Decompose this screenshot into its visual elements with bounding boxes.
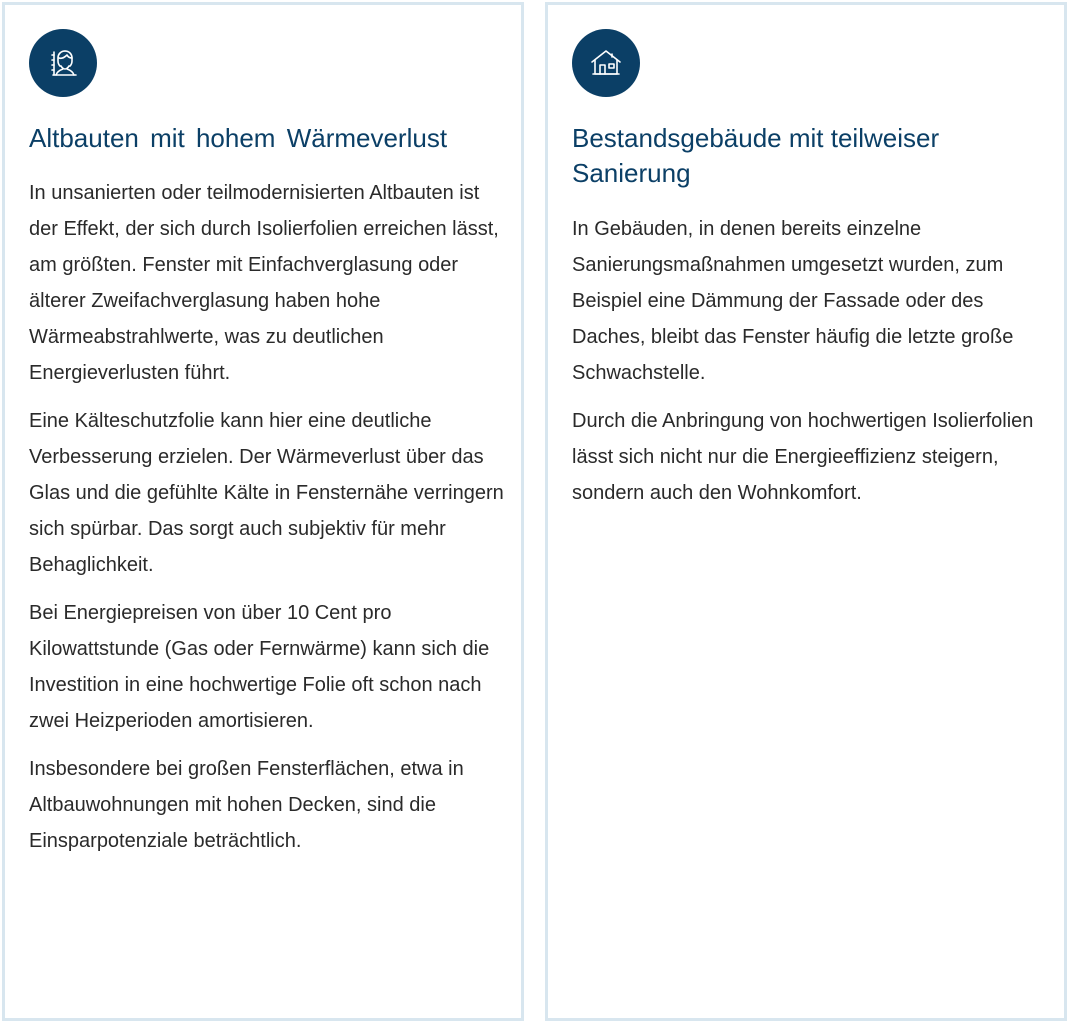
card-body [572,211,1052,523]
paragraph: In unsanierten oder teilmodernisierten Altbauten ist der Effekt, der sich durch Isolierfolien erreichen lässt, am größten. Fenster mit Einfachverglasung oder älterer Zweifachverglasung haben hohe Wärmeabstrahlwerte, was zu deutlichen Energieverlusten führt. [29,182,499,384]
paragraph: Bei Energiepreisen von über 10 Cent pro Kilowattstunde (Gas oder Fernwärme) kann sich die Investition in eine hochwertige Folie oft schon nach zwei Heizperioden amortisieren. [29,602,490,732]
paragraph: Insbesondere bei großen Fensterflächen, etwa in Altbauwohnungen mit hohen Decken, sind die Einsparpotenziale beträchtlich. [29,758,464,852]
card-altbauten [2,2,524,1021]
card-bestandsgebaeude [545,2,1067,1021]
icon-badge [572,29,640,97]
card-body [29,175,509,871]
house-icon [588,45,624,81]
card-title: Bestandsgebäude mit teilweiser Sanierung [572,123,940,188]
paragraph: In Gebäuden, in denen bereits einzelne Sanierungsmaßnahmen umgesetzt wurden, zum Beispiel eine Dämmung der Fassade oder des Daches, bleibt das Fenster häufig die letzte große Schwachstelle. [572,218,1014,384]
card-title: Altbauten mit hohem Wärmeverlust [29,123,448,153]
paragraph: Durch die Anbringung von hochwertigen Isolierfolien lässt sich nicht nur die Energieeffizienz steigern, sondern auch den Wohnkomfort. [572,410,1034,504]
icon-badge [29,29,97,97]
person-ruler-icon [45,45,81,81]
paragraph: Eine Kälteschutzfolie kann hier eine deutliche Verbesserung erzielen. Der Wärmeverlust über das Glas und die gefühlte Kälte in Fensternähe verringern sich spürbar. Das sorgt auch subjektiv für mehr Behaglichkeit. [29,410,504,576]
